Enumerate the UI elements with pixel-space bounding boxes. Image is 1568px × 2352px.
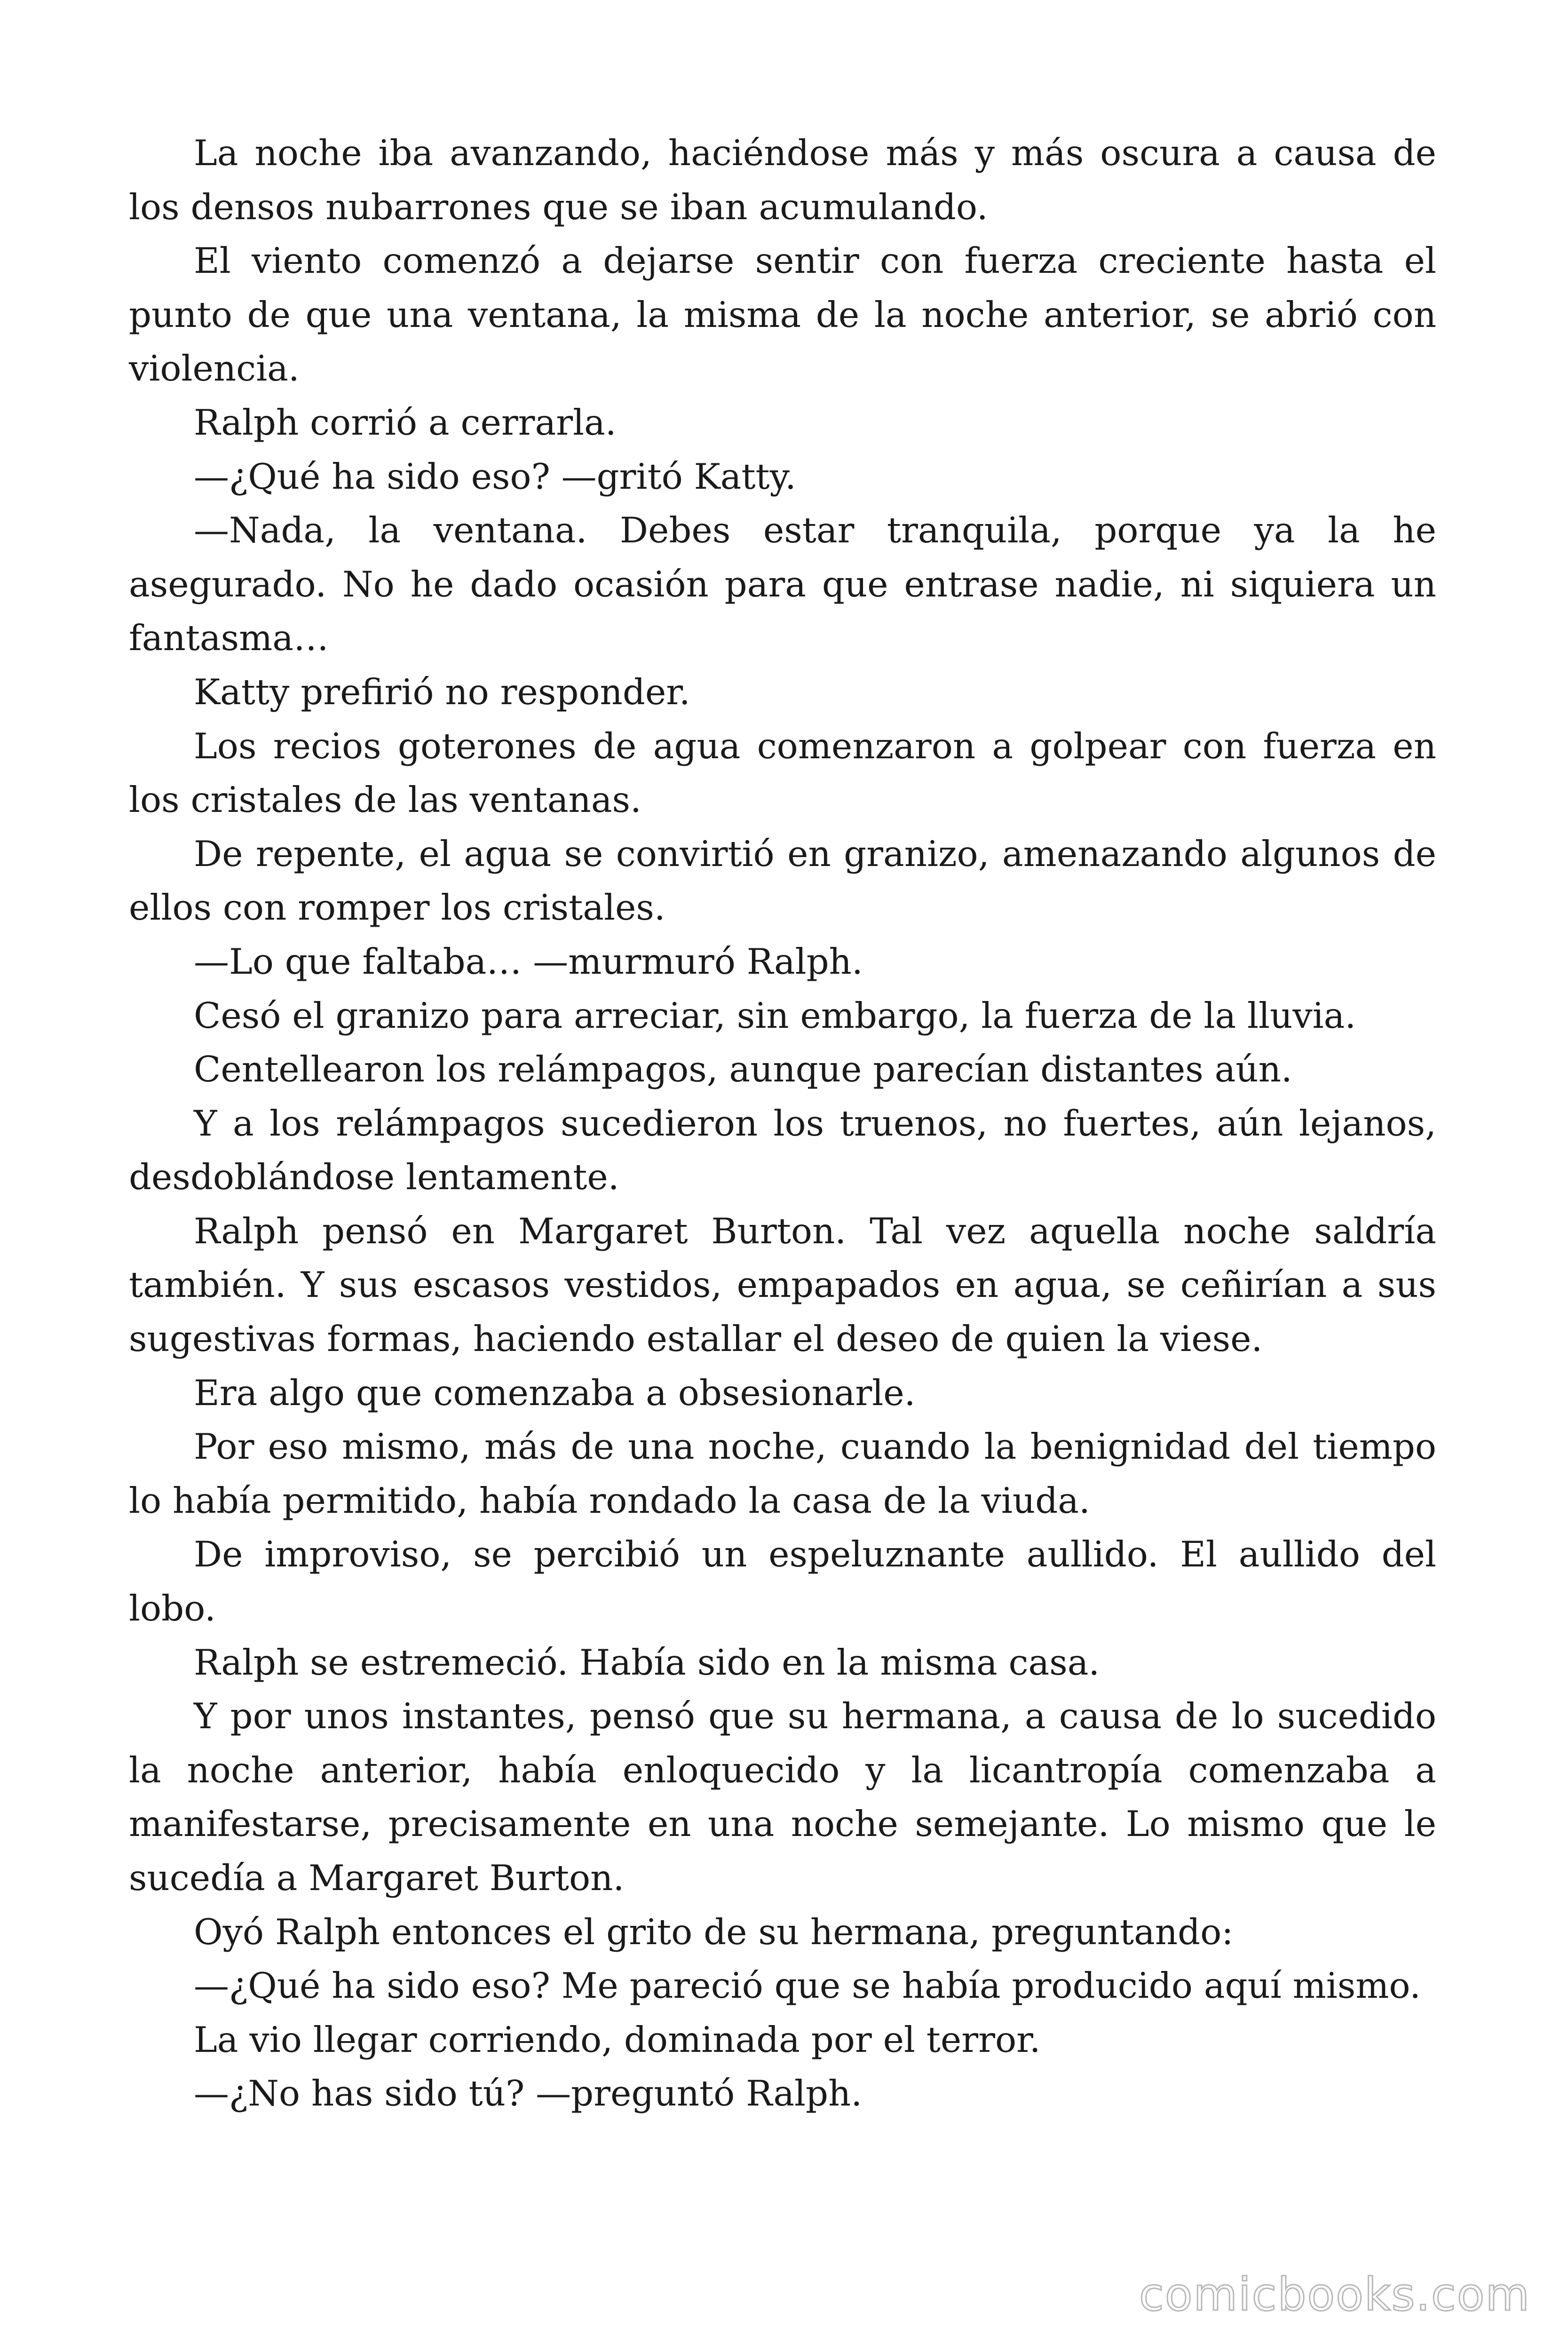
paragraph: —¿Qué ha sido eso? —gritó Katty. (194, 455, 796, 497)
paragraph: De repente, el agua se convirtió en granizo, amenazando algunos de ellos con romper los cristales. (129, 833, 1436, 929)
paragraph: Centellearon los relámpagos, aunque parecían distantes aún. (194, 1049, 1292, 1090)
paragraph: Ralph pensó en Margaret Burton. Tal vez aquella noche saldría también. Y sus escasos vestidos, empapados en agua, se ceñirían a sus sugestivas formas, haciendo estallar el deseo de quien la viese. (129, 1210, 1436, 1360)
paragraph: Y a los relámpagos sucedieron los truenos, no fuertes, aún lejanos, desdoblándose lentamente. (129, 1102, 1436, 1198)
paragraph: El viento comenzó a dejarse sentir con fuerza creciente hasta el punto de que una ventana, la misma de la noche anterior, se abrió con violencia. (129, 240, 1436, 389)
paragraph: —Lo que faltaba… —murmuró Ralph. (194, 940, 863, 982)
paragraph: Era algo que comenzaba a obsesionarle. (194, 1372, 916, 1414)
paragraph: Oyó Ralph entonces el grito de su hermana, preguntando: (194, 1911, 1234, 1953)
watermark: comicbooks.com (1139, 2268, 1530, 2321)
paragraph: De improviso, se percibió un espeluznante aullido. El aullido del lobo. (129, 1534, 1436, 1629)
paragraph: Y por unos instantes, pensó que su hermana, a causa de lo sucedido la noche anterior, había enloquecido y la licantropía comenzaba a manifestarse, precisamente en una noche semejante. Lo mismo que le sucedía a Margaret Burton. (129, 1695, 1436, 1899)
paragraph: Katty prefirió no responder. (194, 671, 690, 713)
paragraph: La noche iba avanzando, haciéndose más y más oscura a causa de los densos nubarrones que se iban acumulando. (129, 132, 1436, 228)
body-text (129, 126, 1436, 2121)
paragraph: —¿Qué ha sido eso? Me pareció que se había producido aquí mismo. (194, 1965, 1421, 2007)
paragraph: La vio llegar corriendo, dominada por el terror. (194, 2018, 1041, 2060)
paragraph: Cesó el granizo para arreciar, sin embargo, la fuerza de la lluvia. (194, 994, 1356, 1036)
paragraph: Por eso mismo, más de una noche, cuando la benignidad del tiempo lo había permitido, había rondado la casa de la viuda. (129, 1426, 1436, 1521)
paragraph: Ralph corrió a cerrarla. (194, 401, 617, 443)
paragraph: Los recios goterones de agua comenzaron a golpear con fuerza en los cristales de las ventanas. (129, 725, 1436, 821)
paragraph: —¿No has sido tú? —preguntó Ralph. (194, 2073, 863, 2114)
paragraph: —Nada, la ventana. Debes estar tranquila, porque ya la he asegurado. No he dado ocasión para que entrase nadie, ni siquiera un fantasma… (129, 509, 1436, 659)
paragraph: Ralph se estremeció. Había sido en la misma casa. (194, 1641, 1100, 1683)
